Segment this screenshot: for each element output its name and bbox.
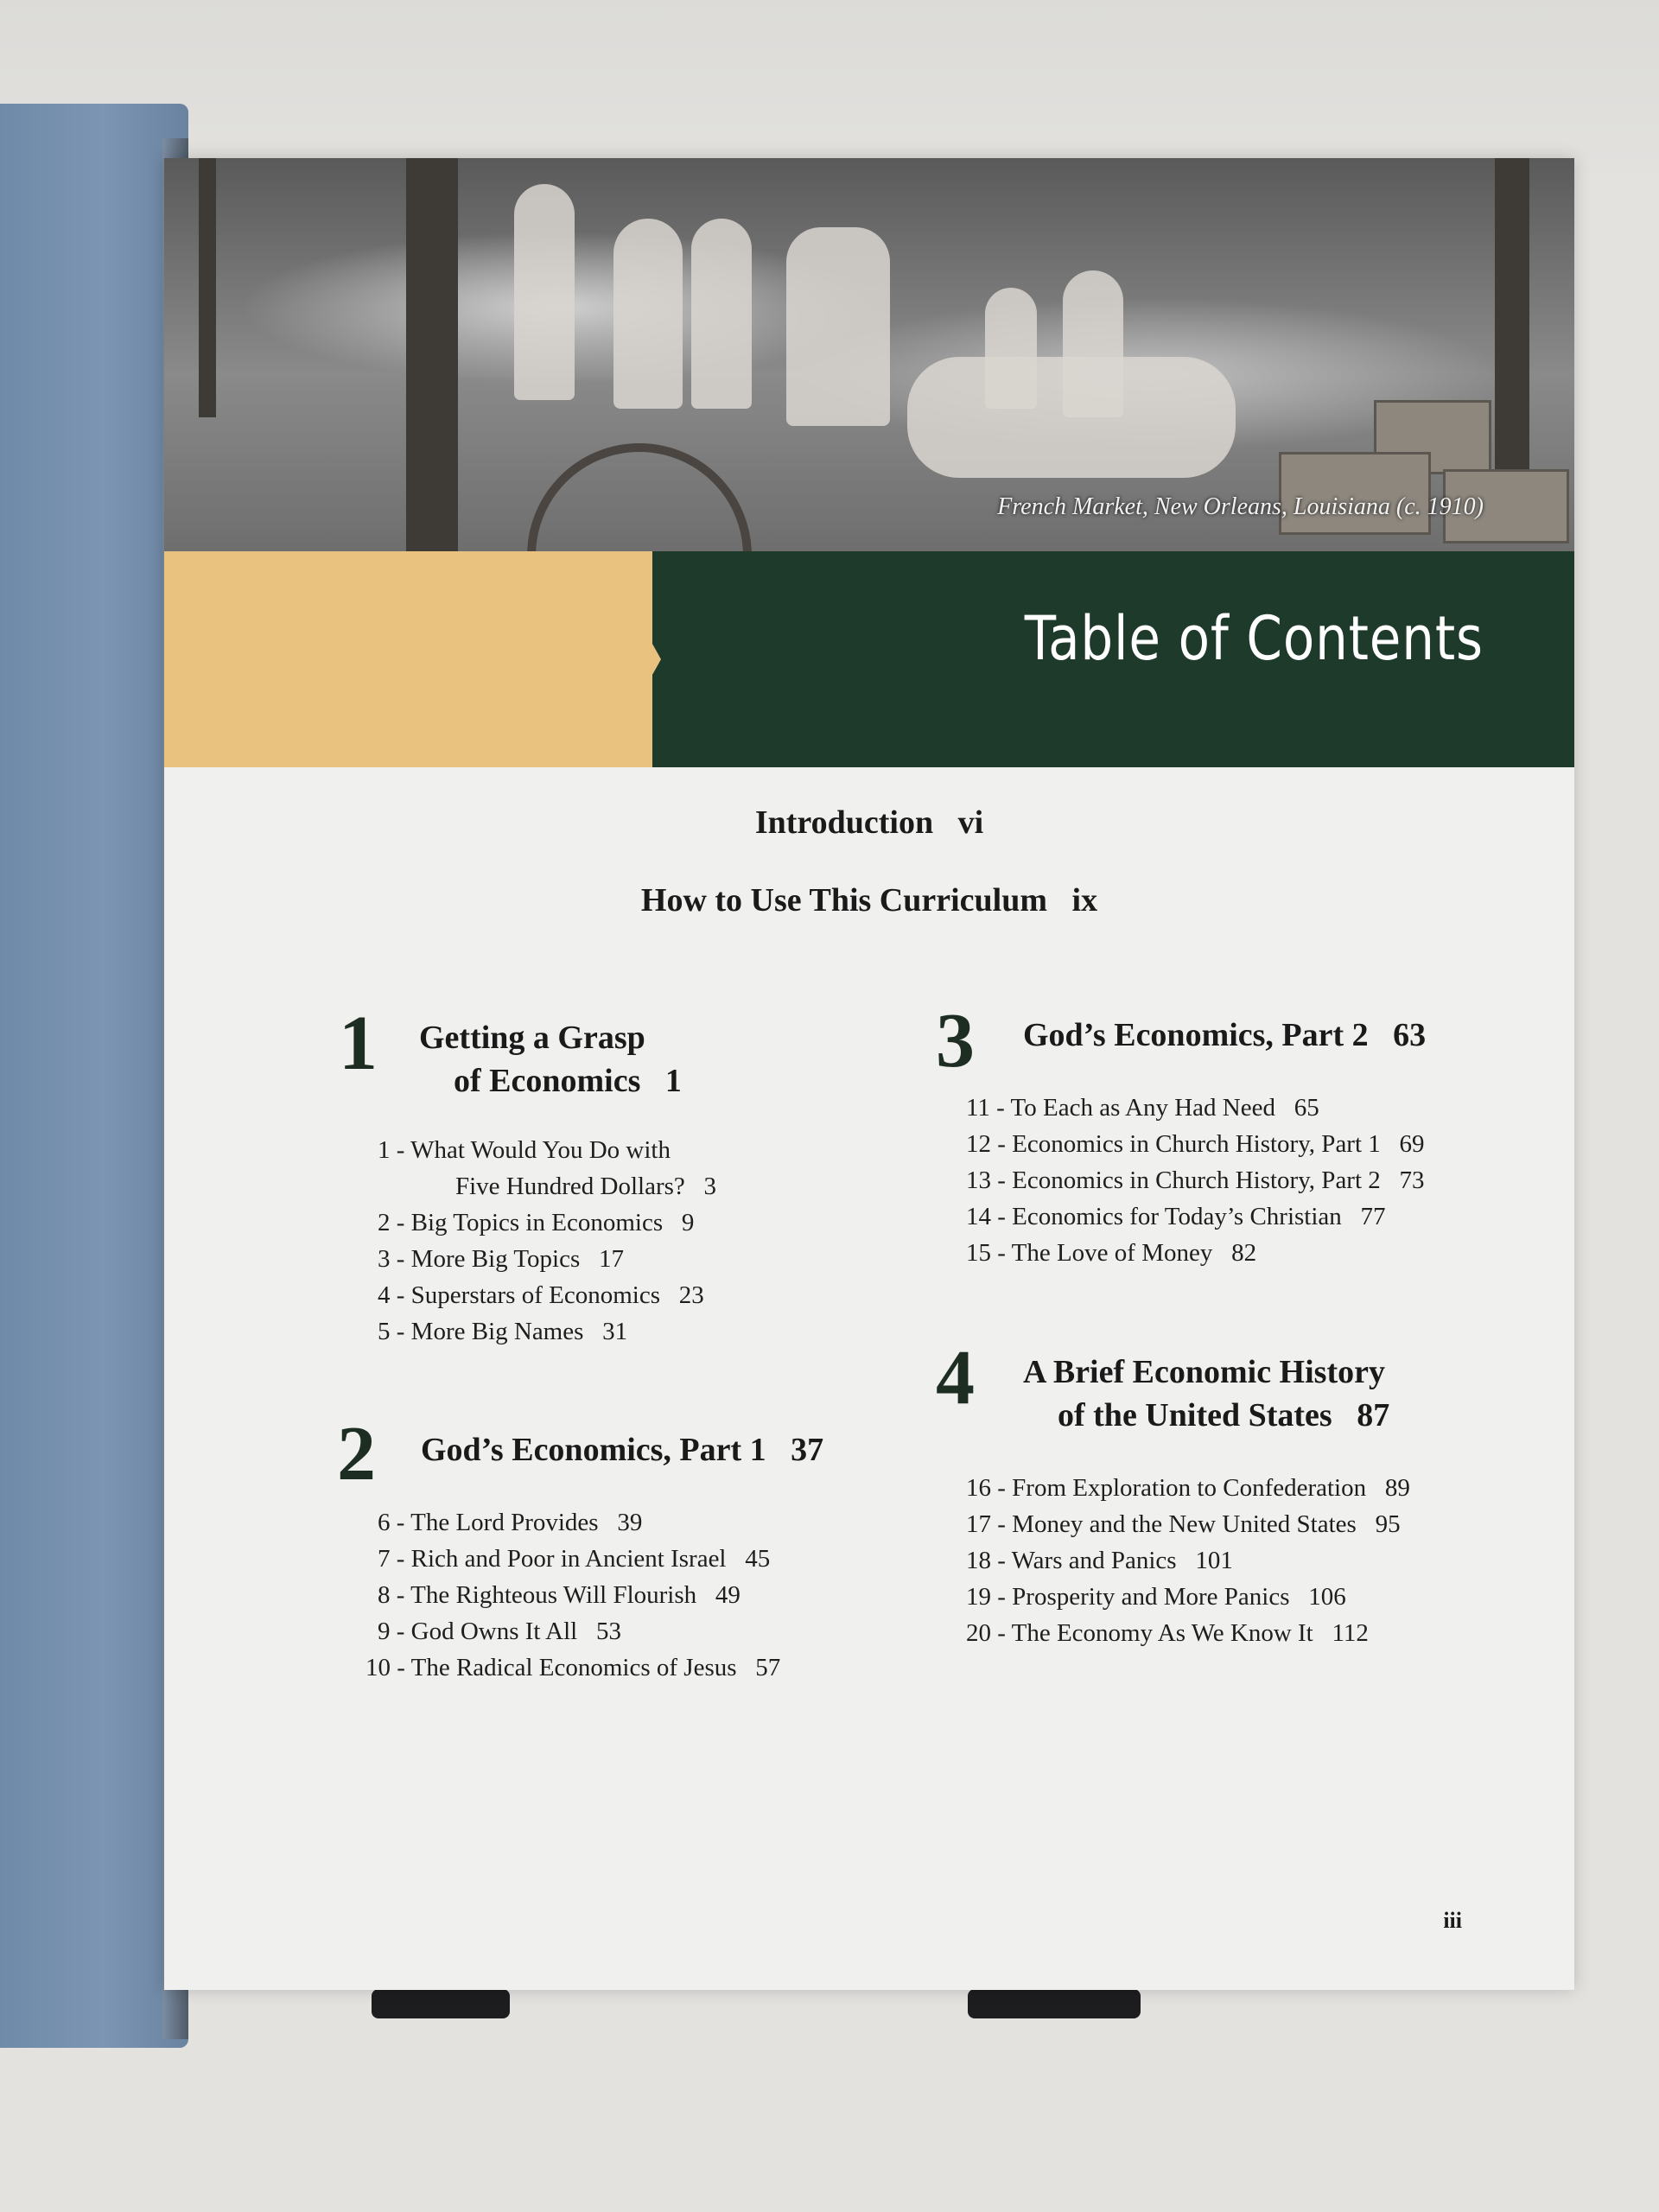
unit-lessons	[378, 1132, 716, 1350]
unit-page: 63	[1393, 1017, 1427, 1053]
lesson-item: 9 - God Owns It All 53	[378, 1618, 621, 1645]
unit-title	[421, 1428, 823, 1471]
front-matter-how-to-use	[164, 881, 1574, 919]
lesson-item-continued: Five Hundred Dollars? 3	[455, 1173, 717, 1200]
lesson-item: 1 - What Would You Do with	[378, 1136, 671, 1164]
lesson-item: 20 - The Economy As We Know It 112	[966, 1619, 1369, 1647]
front-matter-page: ix	[1071, 882, 1098, 918]
unit-title	[419, 1016, 682, 1103]
unit-lessons	[966, 1090, 1425, 1271]
unit-number: 1	[339, 1001, 378, 1086]
book-cover	[0, 104, 188, 2048]
front-matter-label: How to Use This Curriculum	[640, 882, 1048, 918]
front-matter-label: Introduction	[754, 804, 934, 841]
lesson-item: 17 - Money and the New United States 95	[966, 1510, 1401, 1538]
unit-number: 3	[936, 998, 975, 1084]
page-number: iii	[1443, 1908, 1462, 1933]
backdrop	[0, 0, 1659, 173]
unit-title-line1: Getting a Grasp	[419, 1020, 645, 1056]
unit-title	[1023, 1014, 1426, 1057]
lesson-item: 15 - The Love of Money 82	[966, 1239, 1257, 1267]
lesson-item: 14 - Economics for Today’s Christian 77	[966, 1203, 1386, 1230]
lesson-item: 2 - Big Topics in Economics 9	[378, 1209, 695, 1236]
lesson-item: 13 - Economics in Church History, Part 2 73	[966, 1166, 1425, 1194]
unit-page: 37	[791, 1432, 824, 1468]
lesson-item: 5 - More Big Names 31	[378, 1318, 628, 1345]
lesson-item: 7 - Rich and Poor in Ancient Israel 45	[378, 1545, 771, 1573]
unit-title	[1023, 1351, 1389, 1437]
unit-title-line2: of Economics	[454, 1063, 641, 1099]
unit-lessons	[365, 1504, 781, 1686]
lesson-item: 16 - From Exploration to Confederation 89	[966, 1474, 1410, 1502]
lesson-item: 8 - The Righteous Will Flourish 49	[378, 1581, 741, 1609]
book-stand-right	[968, 1989, 1141, 2018]
lesson-item: 19 - Prosperity and More Panics 106	[966, 1583, 1346, 1611]
header-photo	[164, 158, 1574, 551]
unit-title-line1: God’s Economics, Part 1	[421, 1432, 766, 1468]
unit-number: 2	[337, 1411, 376, 1497]
unit-number: 4	[936, 1335, 975, 1421]
lesson-item: 12 - Economics in Church History, Part 1 69	[966, 1130, 1425, 1158]
lesson-item: 11 - To Each as Any Had Need 65	[966, 1094, 1319, 1122]
lesson-item: 6 - The Lord Provides 39	[378, 1509, 643, 1536]
book-page	[164, 158, 1574, 1990]
front-matter-page: vi	[957, 804, 984, 841]
page-title: Table of Contents	[1024, 603, 1484, 674]
banner-arrow	[601, 551, 661, 767]
lesson-item: 10 - The Radical Economics of Jesus 57	[365, 1654, 781, 1681]
lesson-item: 3 - More Big Topics 17	[378, 1245, 625, 1273]
photo-caption: French Market, New Orleans, Louisiana (c. 1910)	[997, 493, 1484, 520]
lesson-item: 18 - Wars and Panics 101	[966, 1547, 1233, 1574]
front-matter-introduction	[164, 804, 1574, 842]
unit-title-line1: God’s Economics, Part 2	[1023, 1017, 1369, 1053]
unit-page: 1	[664, 1063, 682, 1099]
book-stand-left	[372, 1989, 510, 2018]
unit-lessons	[966, 1470, 1410, 1651]
title-banner	[164, 551, 1574, 767]
lesson-item: 4 - Superstars of Economics 23	[378, 1281, 704, 1309]
unit-title-line1: A Brief Economic History	[1023, 1354, 1385, 1390]
unit-page: 87	[1357, 1397, 1390, 1433]
unit-title-line2: of the United States	[1058, 1397, 1332, 1433]
banner-gold-band	[164, 551, 652, 767]
